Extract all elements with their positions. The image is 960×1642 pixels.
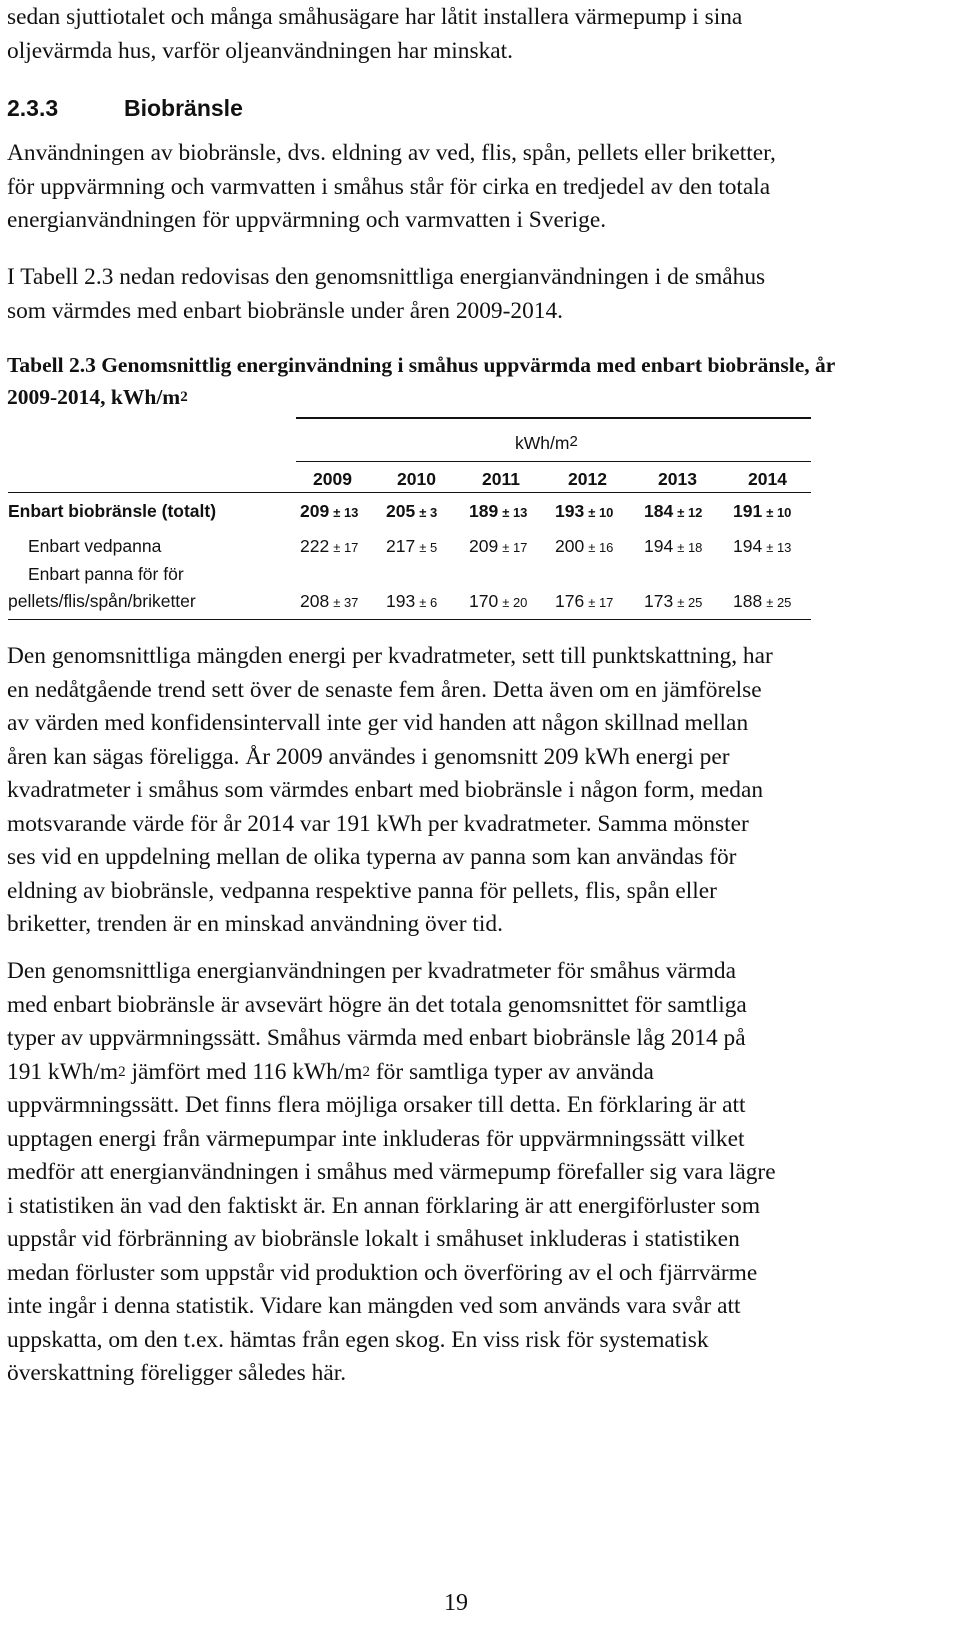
row-label: pellets/flis/spån/briketter (8, 591, 196, 611)
text-line: av värden med konfidensintervall inte ger vid handen att någon skillnad mellan (7, 710, 749, 736)
paragraph-3 (7, 640, 947, 942)
text-line: typer av uppvärmningssätt. Småhus värmda med enbart biobränsle låg 2014 på (7, 1025, 746, 1051)
row-label-line1: Enbart panna för för (28, 564, 184, 584)
paragraph-2 (7, 261, 947, 328)
text-line: inte ingår i denna statistik. Vidare kan mängden ved som används vara svår att (7, 1293, 741, 1319)
table-cell: 193 ± 10 (555, 501, 614, 521)
row-label: Enbart biobränsle (totalt) (8, 501, 217, 521)
table-top-rule (296, 417, 811, 419)
year-header: 2012 (568, 469, 607, 489)
text-line: uppstår vid förbränning av biobränsle lokalt i småhuset inkluderas i statistiken (7, 1226, 740, 1252)
row-label: Enbart vedpanna (28, 536, 162, 556)
text-line: uppvärmningssätt. Det finns flera möjliga orsaker till detta. En förklaring är att (7, 1092, 746, 1118)
table-cell: 173 ± 25 (644, 591, 703, 611)
caption-line-1: Tabell 2.3 Genomsnittlig energinvändning i småhus uppvärmda med enbart biobränsle, år (7, 353, 836, 377)
paragraph-1 (7, 137, 947, 238)
table-cell: 217 ± 5 (386, 536, 438, 556)
year-header: 2014 (748, 469, 787, 489)
text-line: en nedåtgående trend sett över de senaste fem åren. Detta även om en jämförelse (7, 676, 762, 703)
table-cell: 222 ± 17 (300, 536, 359, 556)
text-line: som värmdes med enbart biobränsle under åren 2009-2014. (7, 297, 564, 324)
unit-rule (296, 461, 811, 462)
table-cell: 194 ± 13 (733, 536, 792, 556)
unit-header: kWh/$m^2$ (515, 433, 578, 453)
text-line: oljevärmda hus, varför oljeanvändningen har minskat. (7, 37, 513, 64)
table-cell: 170 ± 20 (469, 591, 528, 611)
table-cell: 194 ± 18 (644, 536, 703, 556)
text-line: Den genomsnittliga energianvändningen per kvadratmeter för småhus värmda (7, 958, 736, 984)
text-line: Den genomsnittliga mängden energi per kvadratmeter, sett till punktskattning, har (7, 643, 773, 669)
section-title: Biobränsle (124, 95, 243, 121)
year-header: 2009 (313, 469, 352, 489)
table-cell: 209 ± 13 (300, 501, 359, 521)
table-cell: 191 ± 10 (733, 501, 792, 521)
text-line: uppskatta, om den t.ex. hämtas från egen skog. En viss risk för systematisk (7, 1326, 709, 1353)
year-header: 2010 (397, 469, 436, 489)
table-bottom-rule (8, 619, 811, 620)
text-line: Användningen av biobränsle, dvs. eldning av ved, flis, spån, pellets eller briketter, (7, 140, 776, 166)
table-cell: 200 ± 16 (555, 536, 614, 556)
table-cell: 188 ± 25 (733, 591, 792, 611)
paragraph-4 (7, 955, 947, 1391)
intro-paragraph (7, 1, 947, 68)
text-line: i statistiken än vad den faktiskt är. En annan förklaring är att energiförluster som (7, 1192, 761, 1219)
text-line: sedan sjuttiotalet och många småhusägare har låtit installera värmepump i sina (7, 4, 743, 30)
table-cell: 189 ± 13 (469, 501, 528, 521)
text-line: medför att energianvändningen i småhus med värmepump förefaller sig vara lägre (7, 1159, 776, 1185)
section-number: 2.3.3 (7, 95, 59, 121)
text-line: I Tabell 2.3 nedan redovisas den genomsnittliga energianvändningen i de småhus (7, 264, 766, 290)
table-cell: 184 ± 12 (644, 501, 703, 521)
text-line: för uppvärmning och varmvatten i småhus står för cirka en tredjedel av den totala (7, 173, 771, 200)
table-cell: 176 ± 17 (555, 591, 614, 611)
header-rule (8, 492, 811, 493)
year-header: 2011 (482, 469, 520, 489)
text-line: åren kan sägas föreligga. År 2009 användes i genomsnitt 209 kWh energi per (7, 743, 730, 770)
table-cell: 193 ± 6 (386, 591, 438, 611)
text-line: ses vid en uppdelning mellan de olika typerna av panna som kan användas för (7, 844, 737, 870)
text-line: upptagen energi från värmepumpar inte inkluderas för uppvärmningssätt vilket (7, 1125, 745, 1152)
caption-line-2: 2009-2014, kWh/$m^2$ (7, 385, 188, 409)
text-line: 191 kWh/$m^2$ jämfört med 116 kWh/$m^2$ för samtliga typer av använda (7, 1058, 654, 1085)
text-line: kvadratmeter i småhus som värmdes enbart med biobränsle i någon form, medan (7, 777, 764, 803)
text-line: överskattning föreligger således här. (7, 1360, 347, 1386)
page-number: 19 (444, 1590, 468, 1616)
year-header: 2013 (658, 469, 697, 489)
table-cell: 208 ± 37 (300, 591, 359, 611)
text-line: medan förluster som uppstår vid produktion och överföring av el och fjärrvärme (7, 1259, 758, 1286)
text-line: briketter, trenden är en minskad användning över tid. (7, 911, 503, 937)
table-cell: 205 ± 3 (386, 501, 438, 521)
text-line: energianvändningen för uppvärmning och varmvatten i Sverige. (7, 207, 607, 233)
table-cell: 209 ± 17 (469, 536, 528, 556)
table-caption (7, 349, 835, 413)
text-line: eldning av biobränsle, vedpanna respektive panna för pellets, flis, spån eller (7, 877, 717, 904)
text-line: motsvarande värde för år 2014 var 191 kWh per kvadratmeter. Samma mönster (7, 810, 749, 837)
text-line: med enbart biobränsle är avsevärt högre än det totala genomsnittet för samtliga (7, 991, 747, 1018)
